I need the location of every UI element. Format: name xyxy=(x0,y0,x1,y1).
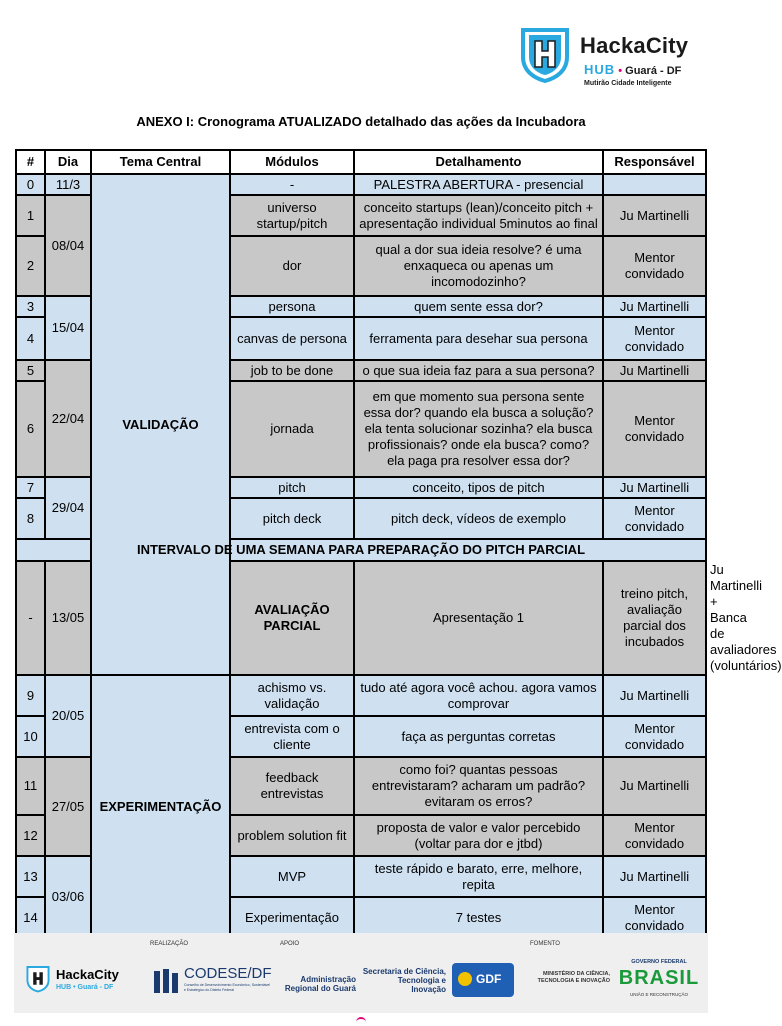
row-module: pitch deck xyxy=(230,498,354,539)
interval-text: INTERVALO DE UMA SEMANA PARA PREPARAÇÃO DO PITCH PARCIAL xyxy=(16,539,706,561)
row-module: universo startup/pitch xyxy=(230,195,354,236)
row-day: 08/04 xyxy=(45,195,91,296)
codese-emblem-icon xyxy=(152,967,180,995)
row-num: 2 xyxy=(16,236,45,296)
decorative-mark xyxy=(356,1017,366,1026)
row-num: 11 xyxy=(16,757,45,815)
sponsor-footer xyxy=(14,933,708,1013)
footer-codese-sub: Conselho de Desenvolvimento Econômico, Sustentável e Estratégico do Distrito Federal xyxy=(184,983,270,992)
interval-row xyxy=(16,539,706,561)
table-row: - 13/05 AVALIAÇÃO PARCIAL Apresentação 1 treino pitch, avaliação parcial dos incubados Ju Martinelli + Banca de avaliadores (voluntários) xyxy=(16,561,706,675)
row-responsible: Mentor convidado xyxy=(603,897,706,938)
row-num: 4 xyxy=(16,317,45,360)
row-num: 10 xyxy=(16,716,45,757)
row-responsible: Mentor convidado xyxy=(603,498,706,539)
header-details: Detalhamento xyxy=(354,150,603,174)
table-header-row xyxy=(16,150,706,174)
row-module: dor xyxy=(230,236,354,296)
row-module: canvas de persona xyxy=(230,317,354,360)
row-responsible: Mentor convidado xyxy=(603,716,706,757)
theme-evaluation: AVALIAÇÃO PARCIAL xyxy=(230,561,354,675)
row-num: 3 xyxy=(16,296,45,317)
row-detail: pitch deck, vídeos de exemplo xyxy=(354,498,603,539)
row-responsible: Ju Martinelli xyxy=(603,757,706,815)
footer-secretaria: Secretaria de Ciência, Tecnologia e Inovação xyxy=(362,967,446,994)
row-responsible: Mentor convidado xyxy=(603,236,706,296)
row-module: MVP xyxy=(230,856,354,897)
gdf-emblem-icon xyxy=(458,972,472,986)
row-responsible: Mentor convidado xyxy=(603,815,706,856)
shield-h-icon xyxy=(520,27,570,83)
document-title: ANEXO I: Cronograma ATUALIZADO detalhado das ações da Incubadora xyxy=(136,114,586,129)
row-num: 0 xyxy=(16,174,45,195)
row-num: 7 xyxy=(16,477,45,498)
row-responsible: Ju Martinelli xyxy=(603,195,706,236)
row-detail: ferramenta para desehar sua persona xyxy=(354,317,603,360)
row-detail: proposta de valor e valor percebido (voltar para dor e jtbd) xyxy=(354,815,603,856)
row-day: 22/04 xyxy=(45,360,91,477)
footer-brasil-sub: UNIÃO E RECONSTRUÇÃO xyxy=(629,992,688,997)
row-detail: 7 testes xyxy=(354,897,603,938)
row-detail: o que sua ideia faz para a sua persona? xyxy=(354,360,603,381)
row-num: 12 xyxy=(16,815,45,856)
header-modules: Módulos xyxy=(230,150,354,174)
footer-gov-federal-logo xyxy=(616,959,702,1005)
footer-hackacity-name: HackaCity xyxy=(56,967,119,982)
row-responsible: Mentor convidado xyxy=(603,317,706,360)
row-module: Apresentação 1 xyxy=(354,561,603,675)
label-realizacao: REALIZAÇÃO xyxy=(150,941,189,947)
row-detail: em que momento sua persona sente essa dor? quando ela busca a solução? ela tenta solucionar sozinha? ela busca profissionais? onde ela busca? como? ela paga pra resolver essa dor? xyxy=(354,381,603,477)
row-detail: tudo até agora você achou. agora vamos comprovar xyxy=(354,675,603,716)
row-module: achismo vs. validação xyxy=(230,675,354,716)
footer-ministerio: MINISTÉRIO DA CIÊNCIA, TECNOLOGIA E INOVAÇÃO xyxy=(537,971,610,984)
row-detail: treino pitch, avaliação parcial dos incubados xyxy=(603,561,706,675)
row-day: 27/05 xyxy=(45,757,91,856)
row-day: 20/05 xyxy=(45,675,91,757)
row-responsible: Mentor convidado xyxy=(603,381,706,477)
footer-hackacity-logo xyxy=(26,965,136,999)
footer-gov-federal-text: GOVERNO FEDERAL xyxy=(631,959,687,965)
footer-brasil-text: BRASIL xyxy=(618,967,700,989)
row-responsible: Ju Martinelli xyxy=(603,675,706,716)
row-responsible: Ju Martinelli xyxy=(603,477,706,498)
row-day: 13/05 xyxy=(45,561,91,675)
label-fomento: FOMENTO xyxy=(530,941,560,947)
row-detail: como foi? quantas pessoas entrevistaram? acharam um padrão? evitaram os erros? xyxy=(354,757,603,815)
brand-hub: HUB xyxy=(584,62,616,77)
row-module: persona xyxy=(230,296,354,317)
row-module: pitch xyxy=(230,477,354,498)
row-num: 14 xyxy=(16,897,45,938)
row-module: - xyxy=(230,174,354,195)
row-detail: teste rápido e barato, erre, melhore, repita xyxy=(354,856,603,897)
row-day: 11/3 xyxy=(45,174,91,195)
hackacity-logo xyxy=(520,27,710,95)
row-num: 6 xyxy=(16,381,45,477)
label-apoio: APOIO xyxy=(280,941,300,947)
dot-separator: • xyxy=(618,65,623,77)
row-responsible: Ju Martinelli xyxy=(603,360,706,381)
header-day: Dia xyxy=(45,150,91,174)
footer-admin-guara: Administração Regional do Guará xyxy=(284,975,356,993)
row-detail: PALESTRA ABERTURA - presencial xyxy=(354,174,603,195)
row-num: 9 xyxy=(16,675,45,716)
shield-h-icon xyxy=(26,965,50,993)
brand-motto: Mutirão Cidade Inteligente xyxy=(584,80,672,87)
row-module: problem solution fit xyxy=(230,815,354,856)
row-day: 15/04 xyxy=(45,296,91,360)
header-num: # xyxy=(16,150,45,174)
brand-hub-line xyxy=(584,62,681,77)
theme-validation: VALIDAÇÃO xyxy=(91,174,230,675)
footer-hackacity-hub: HUB • Guará - DF xyxy=(56,984,114,991)
row-responsible xyxy=(603,174,706,195)
row-detail: faça as perguntas corretas xyxy=(354,716,603,757)
row-detail: qual a dor sua ideia resolve? é uma enxaqueca ou apenas um incomodozinho? xyxy=(354,236,603,296)
row-day: 03/06 xyxy=(45,856,91,938)
row-num: 13 xyxy=(16,856,45,897)
row-num: - xyxy=(16,561,45,675)
brand-location: Guará - DF xyxy=(625,65,682,77)
table-row xyxy=(16,675,706,716)
footer-gdf-text: GDF xyxy=(476,972,502,986)
row-detail: conceito startups (lean)/conceito pitch + apresentação individual 5minutos ao final xyxy=(354,195,603,236)
footer-gdf-logo xyxy=(452,963,514,997)
row-module: jornada xyxy=(230,381,354,477)
row-module: job to be done xyxy=(230,360,354,381)
header-responsible: Responsável xyxy=(603,150,706,174)
row-detail: conceito, tipos de pitch xyxy=(354,477,603,498)
row-num: 1 xyxy=(16,195,45,236)
row-num: 5 xyxy=(16,360,45,381)
table-row xyxy=(16,174,706,195)
row-responsible: Ju Martinelli xyxy=(603,296,706,317)
row-num: 8 xyxy=(16,498,45,539)
row-detail: quem sente essa dor? xyxy=(354,296,603,317)
row-module: entrevista com o cliente xyxy=(230,716,354,757)
brand-name: HackaCity xyxy=(580,33,689,58)
row-day: 29/04 xyxy=(45,477,91,539)
footer-codese-logo xyxy=(152,965,270,999)
row-module: feedback entrevistas xyxy=(230,757,354,815)
row-responsible: Ju Martinelli xyxy=(603,856,706,897)
header-theme: Tema Central xyxy=(91,150,230,174)
theme-experimentation: EXPERIMENTAÇÃO xyxy=(91,675,230,938)
footer-codese-name: CODESE/DF xyxy=(184,965,272,982)
row-module: Experimentação xyxy=(230,897,354,938)
schedule-table xyxy=(15,149,782,939)
